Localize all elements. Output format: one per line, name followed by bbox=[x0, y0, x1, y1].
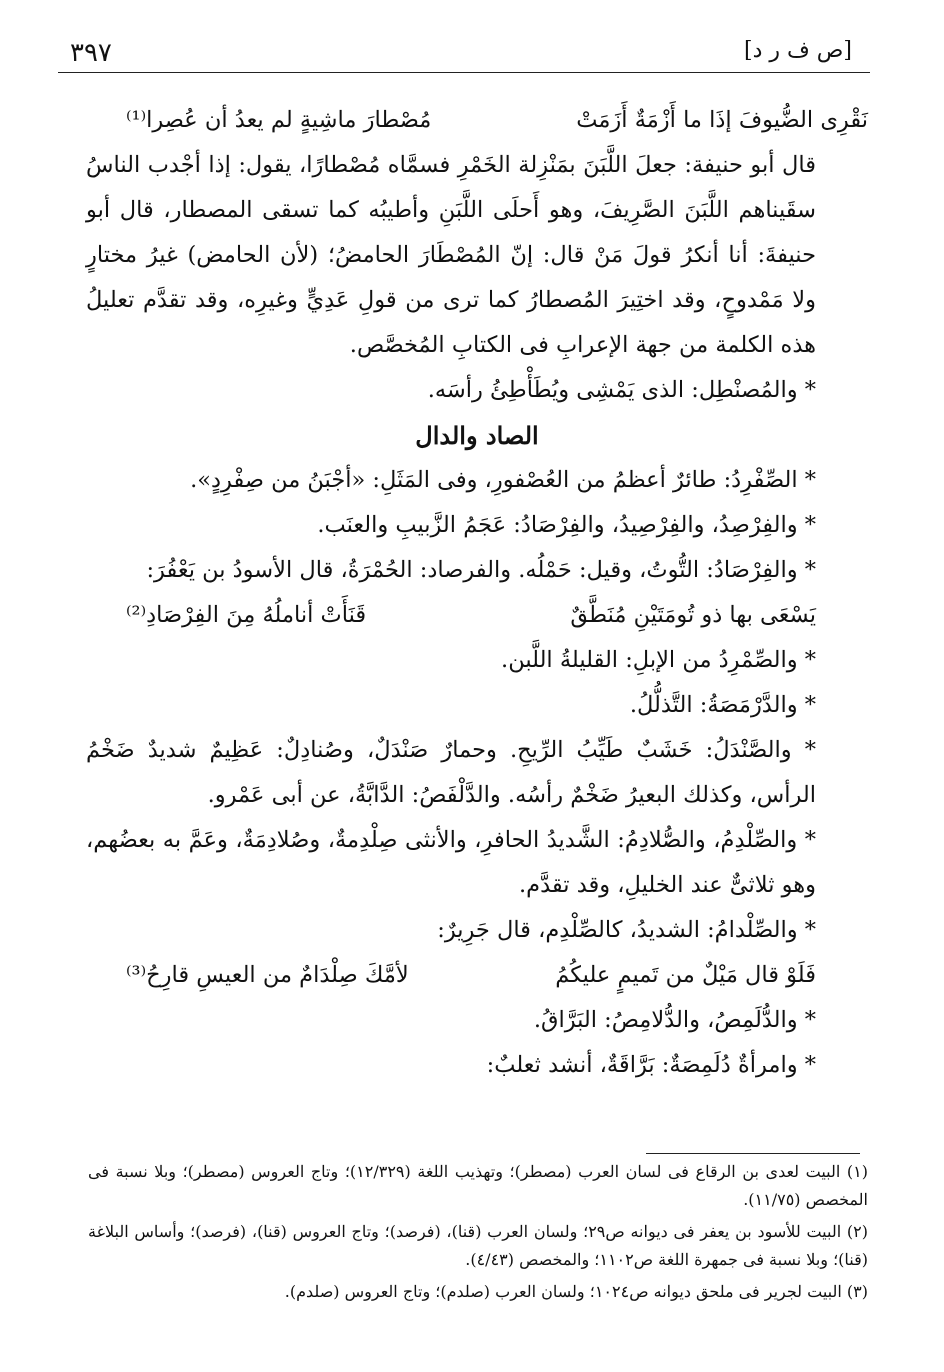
footnote-divider bbox=[646, 1153, 860, 1154]
paragraph: * والفِرْصِدُ، والفِرْصِيدُ، والفِرْصَادُ: عَجَمُ الزَّبيبِ والعنَب. bbox=[317, 512, 816, 538]
paragraph: * الصِّفْرِدُ: طائرٌ أعظمُ من العُصْفورِ، وفى المَثَلِ: «أجْبَنُ من صِفْرِدٍ». bbox=[190, 467, 816, 493]
paragraph: * والصِّمْرِدُ من الإبلِ: القليلةُ اللَّبن. bbox=[501, 647, 816, 673]
paragraph: * والمُصنْطِل: الذى يَمْشِى ويُطَأْطِئُ رأسَه. bbox=[427, 377, 816, 403]
paragraph: * والدَّرْمَصَةُ: التَّذلُّلُ. bbox=[629, 692, 816, 718]
paragraph: * والدُّلَمِصُ، والدُّلامِصُ: البَرَّاقُ. bbox=[533, 1007, 816, 1033]
footnotes bbox=[88, 1158, 868, 1310]
verse-hemistich: قَنَأَتْ أناملُهُ مِنَ الفِرْصَادِ⁽²⁾ bbox=[126, 602, 367, 628]
paragraph: قال أبو حنيفة: جعلَ اللَّبَنَ بمَنْزِلة الخَمْرِ فسمَّاه مُصْطارًا، يقول: إذا أجْدب الناسُ سقَيناهم اللَّبَنَ الصَّرِيفَ، وهو أَحلَى اللَّبَنِ وأطيبُه كما تسقى المصطار، قال أبو حنيفةَ: أنا أنكرُ قولَ مَنْ قال: إنّ المُصْطَارَ الحامضُ؛ (لأن الحامض) غيرُ مختارٍ ولا مَمْدوحٍ، وقد اختِيرَ المُصطارُ كما ترى من قولِ عَدِيٍّ وغيرِه، وقد تقدَّم تعليلُ هذه الكلمة من جهة الإعرابِ فى الكتابِ المُخصَّص. bbox=[86, 152, 816, 358]
paragraph: * والفِرْصَادُ: التُّوتُ، وقيل: حَمْلُه. والفرصاد: الحُمْرَةُ، قال الأسودُ بن يَعْفُرَ: bbox=[146, 557, 816, 583]
paragraph: * والصَّنْدَلُ: خَشَبٌ طَيِّبُ الرِّيحِ. وحمارٌ صَنْدَلٌ، وصُنادِلٌ: عَظِيمٌ شديدٌ ضَخْمُ الرأس، وكذلك البعيرُ ضَخْمٌ رأسُه. والدَّلْفَصُ: الدَّابَّةُ، عن أبى عَمْرو. bbox=[86, 737, 816, 808]
verse-hemistich: فَلَوْ قال مَيْلٌ من تَميمٍ عليكُمُ bbox=[555, 962, 816, 988]
paragraph: * والصِّلْدامُ: الشديدُ، كالصِّلْدِم، قال جَرِيرٌ: bbox=[437, 917, 816, 943]
verse-line bbox=[86, 593, 868, 638]
paragraph: * والصِّلْدِمُ، والصُّلادِمُ: الشَّديدُ الحافرِ، والأنثى صِلْدِمةٌ، وصُلادِمَةٌ، وعَمَّ به بعضُهم، وهو ثلاثىٌّ عند الخليلِ، وقد تقدَّم. bbox=[86, 827, 816, 898]
footnote: (٢) البيت للأسود بن يعفر فى ديوانه ص٢٩؛ ولسان العرب (قنا)، (فرصد)؛ وتاج العروس (قنا)، (فرصد)؛ وأساس البلاغة (قنا)؛ وبلا نسبة فى جمهرة اللغة ص١١٠٢؛ والمخصص (٤/٤٣). bbox=[88, 1222, 868, 1269]
paragraph: * وامرأةٌ دُلَمِصَةٌ: بَرَّاقَةٌ، أنشد ثعلبٌ: bbox=[486, 1052, 816, 1078]
header-divider bbox=[58, 72, 870, 73]
verse-line bbox=[86, 953, 868, 998]
verse-hemistich: مُصْطارَ ماشِيةٍ لم يعدُ أن عُصِرا⁽¹⁾ bbox=[126, 107, 432, 133]
verse-hemistich: نَقْرِى الضُّيوفَ إذَا ما أَزْمَةٌ أَزَمَتْ bbox=[576, 107, 868, 133]
verse-hemistich: لأمَّكَ صِلْدَامٌ من العيسِ قارِحُ⁽³⁾ bbox=[126, 962, 409, 988]
main-text bbox=[86, 98, 868, 1088]
footnote: (٣) البيت لجرير فى ملحق ديوانه ص١٠٢٤؛ ولسان العرب (صلدم)؛ وتاج العروس (صلدم). bbox=[284, 1282, 868, 1301]
verse-line bbox=[86, 98, 868, 143]
section-heading: الصاد والدال bbox=[415, 421, 539, 450]
footnote: (١) البيت لعدى بن الرقاع فى لسان العرب (مصطر)؛ وتهذيب اللغة (١٢/٣٢٩)؛ وتاج العروس (مصطر)؛ وبلا نسبة فى المخصص (١١/٧٥). bbox=[88, 1162, 869, 1209]
root-label: [ص ف ر د] bbox=[744, 38, 852, 63]
page-number: ٣٩٧ bbox=[70, 38, 112, 68]
verse-hemistich: يَسْعَى بها ذو تُومَتَيْنِ مُنَطَّقٌ bbox=[570, 602, 816, 628]
